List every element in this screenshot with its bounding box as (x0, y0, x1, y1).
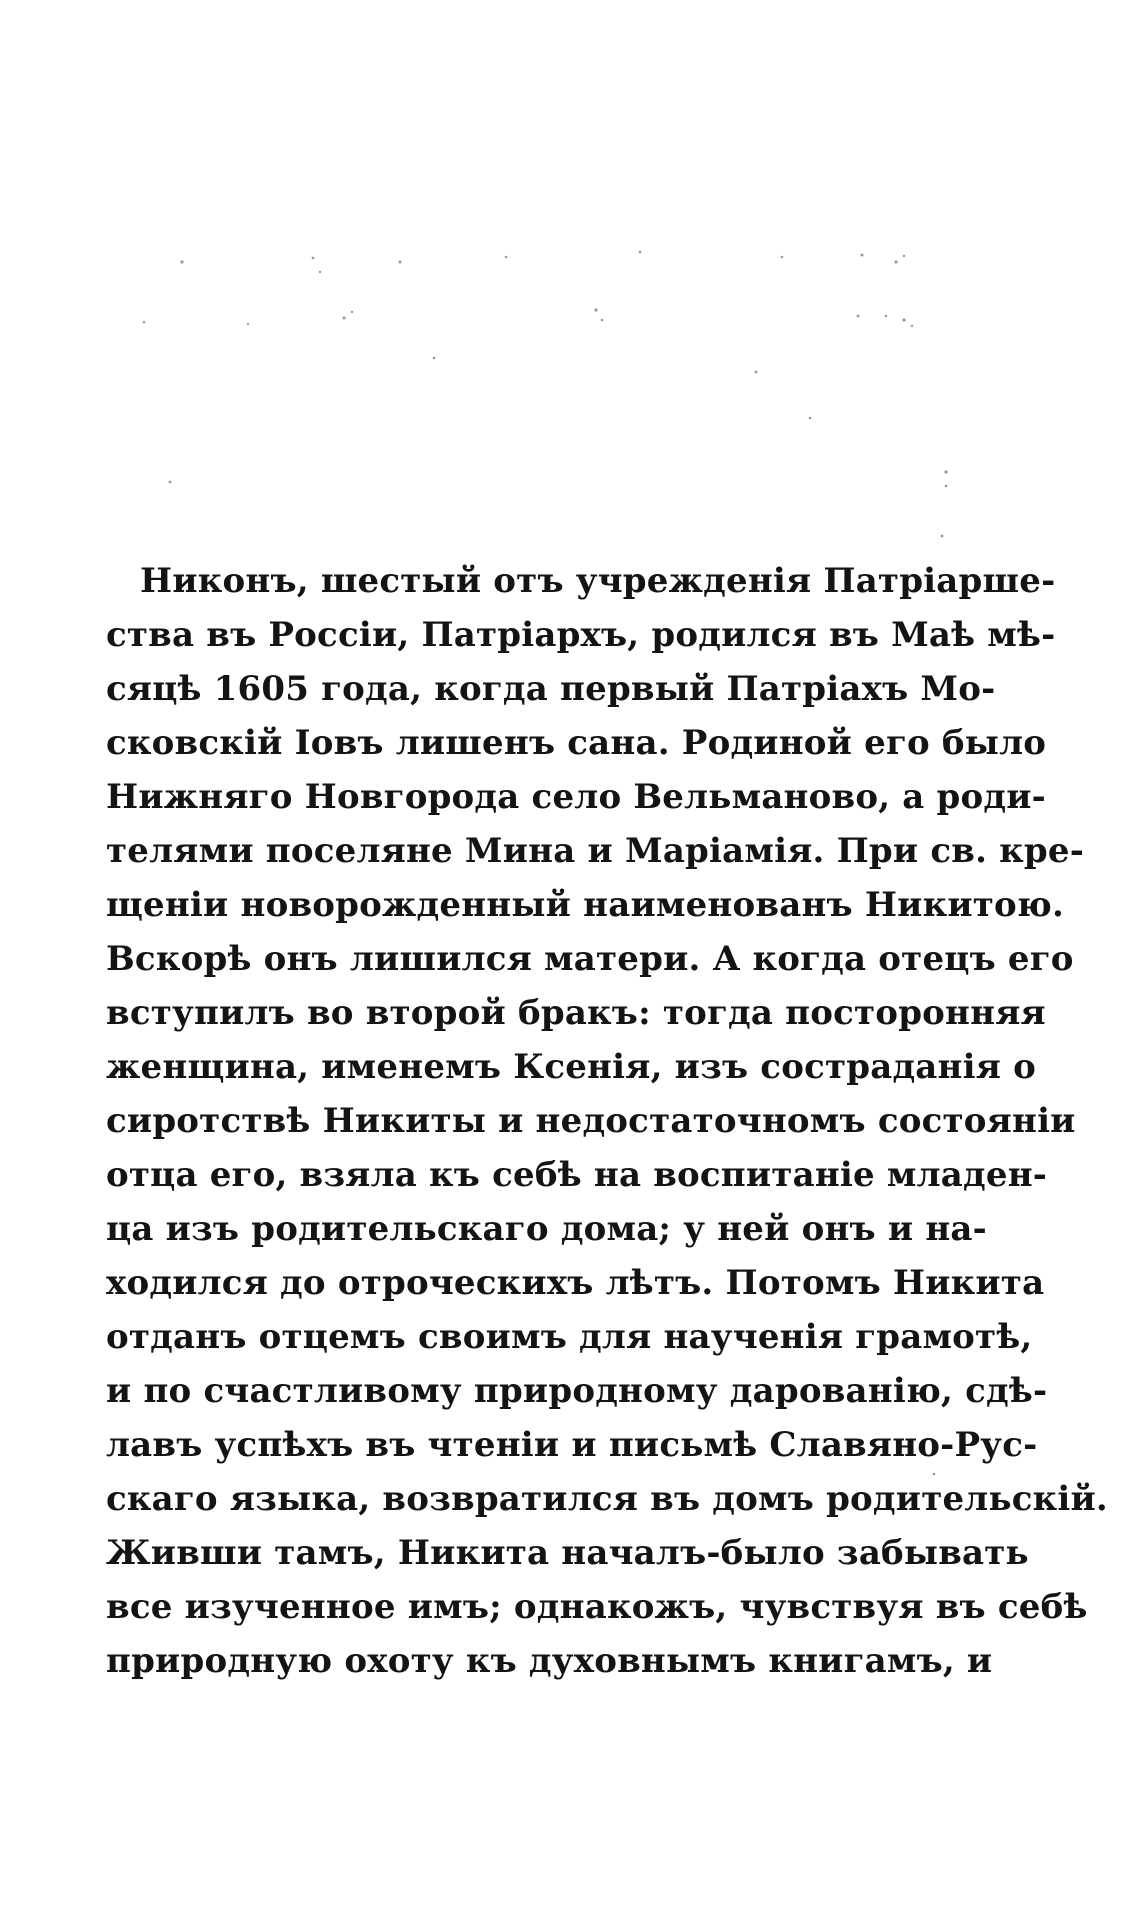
text-line: Нижняго Новгорода село Вельманово, а роди- (106, 777, 1046, 817)
text-line: ходился до отроческихъ лѣтъ. Потомъ Никита (106, 1263, 1045, 1303)
text-line: сиротствѣ Никиты и недостаточномъ состояніи (106, 1101, 1076, 1141)
text-line: телями поселяне Мина и Маріамія. При св. кре- (106, 831, 1085, 871)
text-line: отца его, взяла къ себѣ на воспитаніе младен- (106, 1155, 1048, 1195)
text-line: и по счастливому природному дарованію, сдѣ- (106, 1371, 1048, 1411)
main-text (106, 554, 1108, 1688)
text-line: ства въ Россіи, Патріархъ, родился въ Маѣ мѣ- (106, 615, 1056, 655)
text-line: Живши тамъ, Никита началъ-было забывать (106, 1533, 1029, 1573)
text-line: отданъ отцемъ своимъ для наученія грамотѣ, (106, 1317, 1033, 1357)
text-line: природную охоту къ духовнымъ книгамъ, и (106, 1641, 993, 1681)
text-line: лавъ успѣхъ въ чтеніи и письмѣ Славяно-Рус- (106, 1425, 1038, 1465)
text-line: щеніи новорожденный наименованъ Никитою. (106, 885, 1065, 925)
text-line: ца изъ родительскаго дома; у ней онъ и на- (106, 1209, 987, 1249)
text-line: сковскій Іовъ лишенъ сана. Родиной его было (106, 723, 1047, 763)
text-line: Вскорѣ онъ лишился матери. А когда отецъ его (106, 939, 1074, 979)
text-line: Никонъ, шестый отъ учрежденія Патріарше- (140, 561, 1056, 601)
text-line: женщина, именемъ Ксенія, изъ состраданія о (106, 1047, 1036, 1087)
text-line: скаго языка, возвратился въ домъ родительскій. (106, 1479, 1108, 1519)
text-line: все изученное имъ; однакожъ, чувствуя въ себѣ (106, 1587, 1088, 1627)
text-line: вступилъ во второй бракъ: тогда посторонняя (106, 993, 1046, 1033)
text-line: сяцѣ 1605 года, когда первый Патріахъ Мо- (106, 669, 996, 709)
